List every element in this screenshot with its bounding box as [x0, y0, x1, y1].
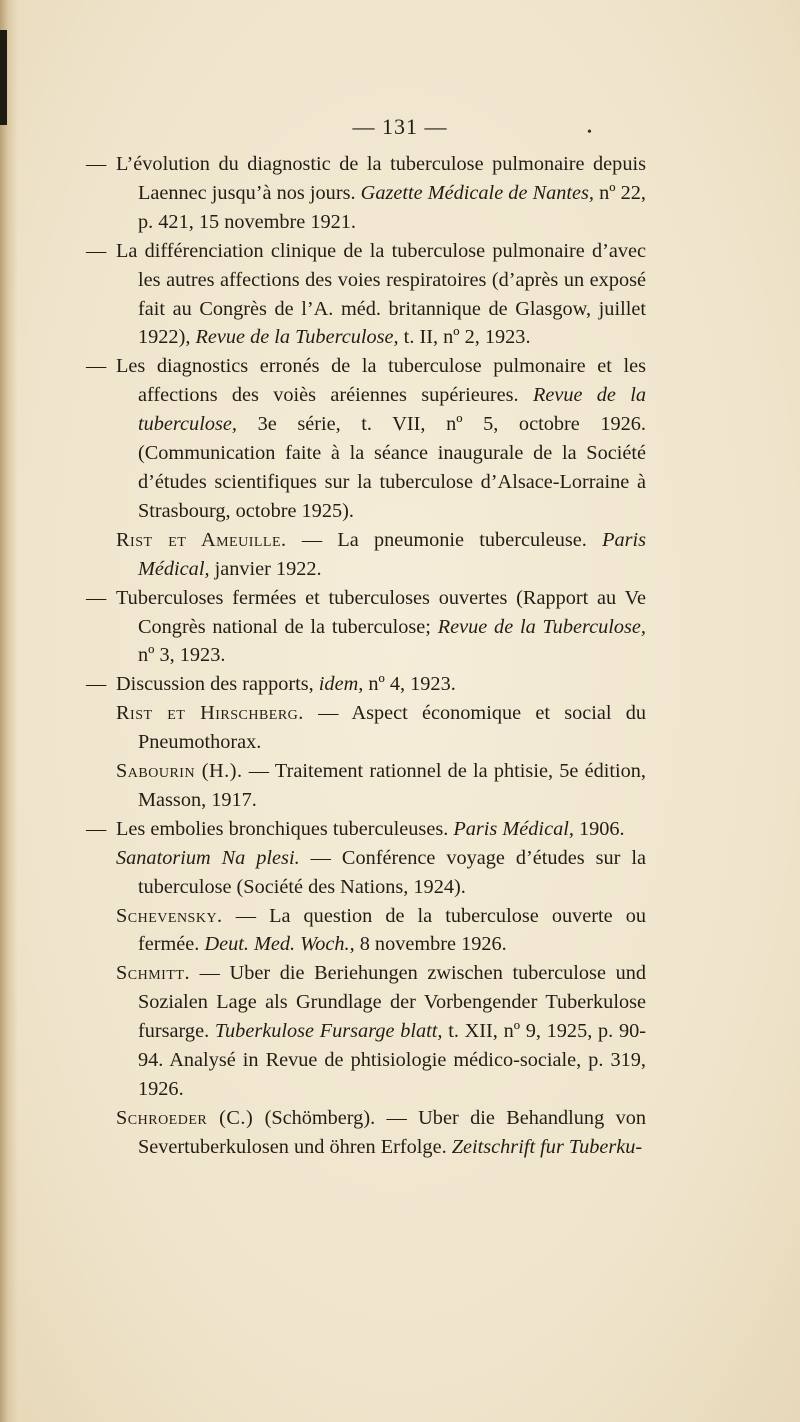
- entry-text: Les embolies bronchiques tuberculeuses.: [116, 817, 454, 840]
- entry-source: Revue de la tuberculose,: [138, 384, 646, 436]
- entry-details: nº 3, 1923.: [138, 644, 226, 667]
- entry-author: Sabourin (H.).: [116, 760, 243, 783]
- bibliography-entry: [86, 815, 646, 844]
- entry-source: Revue de la Tuberculose,: [437, 615, 646, 638]
- entry-text: Les diagnostics erronés de la tuberculose pulmonaire et les affections des voiès aréiennes supérieures.: [116, 355, 646, 407]
- entry-dash: —: [86, 586, 107, 609]
- entry-details: nº 4, 1923.: [363, 673, 456, 696]
- entry-text: L’évolution du diagnostic de la tuberculose pulmonaire depuis Laennec jusqu’à nos jours.: [116, 153, 646, 204]
- entry-details: janvier 1922.: [209, 557, 322, 580]
- entry-details: 1906.: [573, 817, 625, 840]
- page-edge-shadow: [0, 0, 18, 1422]
- entry-dash: —: [86, 817, 107, 840]
- entry-author: Schmitt.: [116, 962, 191, 985]
- entry-details: 3e série, t. VII, nº 5, octobre 1926. (Communication faite à la séance inaugurale de la Société d’études scientifiques sur la tuberculose d’Alsace-Lorraine à Strasbourg, octobre 1925).: [138, 413, 646, 522]
- page-number: — 131 —: [352, 114, 448, 139]
- entry-details: t. XII, nº 9, 1925, p. 90-94. Analysé in Revue de phtisiologie médico-sociale, p. 319, 1926.: [138, 1020, 646, 1100]
- entry-source: Gazette Médicale de Nantes,: [360, 181, 594, 204]
- entry-dash: —: [86, 239, 107, 262]
- bibliography-entry: [86, 670, 646, 699]
- entry-text: — Traitement rationnel de la phtisie, 5e édition, Masson, 1917.: [138, 760, 646, 811]
- entry-text: — Uber die Beriehungen zwischen tuberculose und Sozialen Lage als Grundlage der Vorbengender Tuberkulose fursarge.: [138, 962, 646, 1043]
- bibliography-entry: [116, 844, 646, 902]
- entry-dash: —: [86, 673, 107, 696]
- bibliography-entry: [116, 699, 646, 757]
- bibliography-entry: [86, 352, 646, 525]
- entry-text: — La pneumonie tuberculeuse.: [286, 528, 603, 551]
- entry-author: Rist et Hirschberg.: [116, 702, 304, 725]
- entry-dash: —: [86, 153, 107, 175]
- entry-author: Schevensky.: [116, 904, 223, 927]
- entry-author: Schroeder (C.): [116, 1106, 254, 1129]
- entry-source: Paris Médical,: [138, 528, 647, 580]
- entry-source: Zeitschrift fur Tuberku-: [451, 1135, 643, 1158]
- entry-details: nº 22, p. 421, 15 novembre 1921.: [138, 181, 646, 233]
- entry-text: (Schömberg). — Uber die Behandlung von Severtuberkulosen und öhren Erfolge.: [138, 1106, 646, 1158]
- bibliography-list: [86, 150, 647, 1162]
- entry-source: Revue de la Tuberculose,: [195, 326, 399, 349]
- entry-details: t. II, nº 2, 1923.: [398, 326, 531, 349]
- entry-text: — La question de la tuberculose ouverte ou fermée.: [138, 904, 646, 956]
- entry-text: — Aspect économique et social du Pneumothorax.: [138, 702, 646, 754]
- ink-speck: •: [587, 125, 592, 140]
- entry-details: 8 novembre 1926.: [354, 933, 507, 956]
- bibliography-entry: [116, 757, 646, 815]
- entry-dash: —: [86, 355, 107, 378]
- entry-details: — Conférence voyage d’études sur la tuberculose (Société des Nations, 1924).: [138, 846, 646, 898]
- bibliography-entry: [86, 150, 646, 237]
- entry-text: Tuberculoses fermées et tuberculoses ouvertes (Rapport au Ve Congrès national de la tuberculose;: [116, 586, 646, 638]
- entry-source: Sanatorium Na plesi.: [116, 846, 300, 869]
- entry-source: idem,: [318, 673, 364, 696]
- entry-author: Rist et Ameuille.: [116, 528, 287, 551]
- entry-text: Discussion des rapports,: [116, 673, 319, 696]
- entry-source: Paris Médical,: [453, 817, 574, 840]
- bibliography-entry: [116, 526, 646, 584]
- binding-mark: [0, 30, 7, 125]
- bibliography-entry: [86, 237, 646, 353]
- bibliography-entry: [116, 959, 646, 1104]
- bibliography-entry: [116, 1104, 646, 1162]
- bibliography-entry: [116, 902, 646, 960]
- bibliography-entry: [86, 584, 646, 671]
- entry-source: Tuberkulose Fursarge blatt,: [214, 1020, 443, 1043]
- entry-source: Deut. Med. Woch.,: [204, 933, 355, 956]
- entry-text: La différenciation clinique de la tuberculose pulmonaire d’avec les autres affections des voies respiratoires (d’après un exposé fait au Congrès de l’A. méd. britannique de Glasgow, juillet 1922),: [116, 239, 646, 349]
